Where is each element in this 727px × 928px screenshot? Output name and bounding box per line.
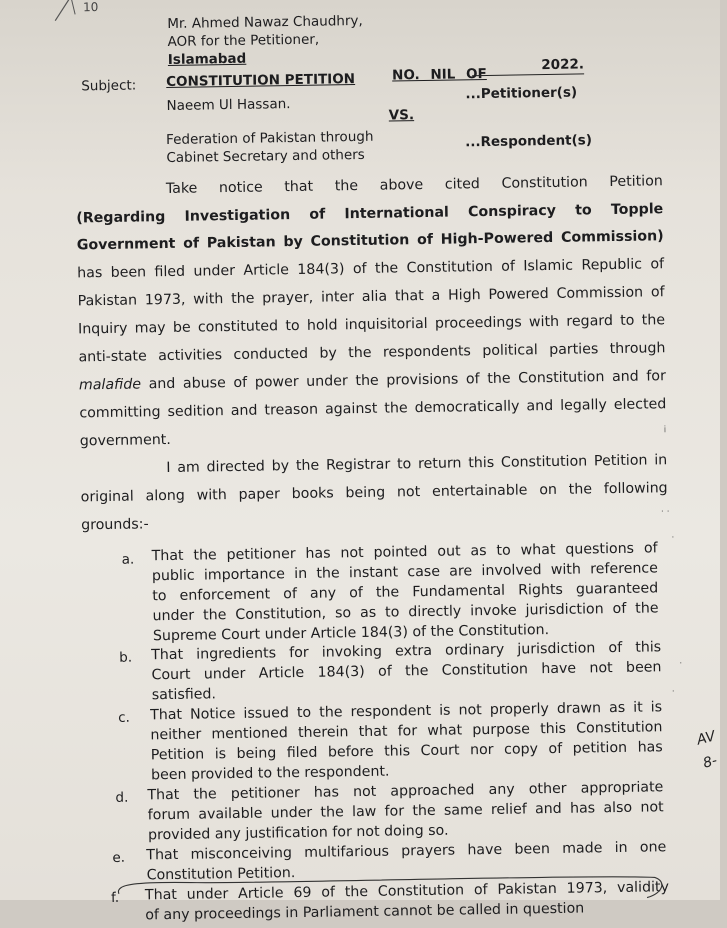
corner-number: 10 — [82, 0, 99, 15]
paragraph-1-line: Take notice that the above cited Constitution Petition — [165, 173, 663, 198]
paragraph-1-line: (Regarding Investigation of International Conspiracy to Topple — [76, 201, 664, 227]
versus-label: VS. — [388, 107, 415, 124]
paragraph-1-line: Inquiry may be constituted to hold inquisitorial proceedings with regard to the — [77, 312, 666, 338]
respondent-line-1: Federation of Pakistan through — [165, 128, 374, 149]
paragraph-1-line: government. — [79, 431, 171, 450]
margin-dot-mark: · · — [660, 507, 670, 518]
respondent-line-2: Cabinet Secretary and others — [166, 146, 365, 167]
italic-term: malafide — [78, 376, 142, 394]
address-block — [167, 12, 363, 69]
subject-year: 2022. — [472, 56, 584, 76]
ground-line: That ingredients for invoking extra ordinary jurisdiction of this — [151, 639, 662, 664]
paragraph-1-line: committing sedition and treason against the democratically and legally elected — [79, 396, 667, 422]
subject-title: CONSTITUTION PETITION — [166, 71, 356, 90]
ground-line: of any proceedings in Parliament cannot be called in question — [145, 900, 585, 924]
margin-dot-mark: · — [671, 687, 675, 698]
margin-dot-mark: i — [663, 425, 667, 436]
petitioner-name: Naeem Ul Hassan. — [166, 96, 291, 114]
ground-line: Petition is being filed before this Court nor copy of petition has — [150, 739, 663, 764]
ground-line: That Notice issued to the respondent is not properly drawn as it is — [150, 699, 663, 724]
paragraph-1-line: has been filed under Article 184(3) of the Constitution of Islamic Republic of — [77, 256, 665, 282]
respondent-block — [166, 128, 374, 167]
ground-line: to enforcement of any of the Fundamental Rights guaranteed — [152, 580, 659, 605]
ground-line: neither mentioned therein that for what purpose this Constitution — [150, 719, 663, 744]
paragraph-1-line: Pakistan 1973, with the prayer, inter alia that a High Powered Commission of — [77, 284, 665, 310]
ground-line: That under Article 69 of the Constitution of Pakistan 1973, validity — [144, 879, 670, 904]
ground-letter: b. — [119, 649, 133, 666]
ground-line: Court under Article 184(3) of the Constitution have not been — [151, 659, 662, 684]
paragraph-2-line: I am directed by the Registrar to return this Constitution Petition in — [166, 452, 668, 477]
ground-line: That the petitioner has not approached any other appropriate — [147, 779, 664, 804]
paragraph-2-line: original along with paper books being not entertainable on the following — [80, 480, 668, 506]
ground-line: forum available under the law for the same relief and has also not — [147, 799, 664, 824]
ground-line: That the petitioner has not pointed out as to what questions of — [151, 540, 658, 565]
paragraph-2-line: grounds:- — [81, 516, 149, 534]
ground-letter: d. — [115, 789, 129, 806]
corner-pen-mark — [53, 0, 104, 31]
ground-line: Constitution Petition. — [146, 865, 296, 884]
ground-letter: f. — [110, 889, 120, 906]
petitioner-role: ...Petitioner(s) — [465, 84, 578, 103]
ground-line: under the Constitution, so as to directly invoke jurisdiction of the — [152, 600, 659, 625]
subject-label: Subject: — [81, 77, 137, 95]
ground-line: been provided to the respondent. — [150, 763, 390, 784]
margin-dot-mark: · — [679, 658, 683, 670]
ground-letter: a. — [121, 551, 135, 568]
margin-dot-mark: · — [671, 533, 675, 544]
paragraph-1-line: anti-state activities conducted by the respondents political parties through — [78, 340, 666, 366]
margin-note-line-2: 8- — [701, 752, 719, 772]
ground-line: satisfied. — [151, 686, 217, 704]
ground-letter: e. — [112, 849, 126, 866]
ground-line: That misconceiving multifarious prayers have been made in one — [146, 839, 667, 864]
ground-line: Supreme Court under Article 184(3) of the Constitution. — [152, 622, 550, 645]
subject-number: NO. NIL OF — [391, 65, 487, 84]
margin-note-line-1: AV — [695, 728, 718, 749]
ground-line: provided any justification for not doing so. — [147, 822, 449, 844]
address-line-1: Mr. Ahmed Nawaz Chaudhry, — [167, 12, 363, 32]
address-line-2: AOR for the Petitioner, — [167, 31, 320, 50]
address-city: Islamabad — [167, 50, 247, 68]
ground-line: public importance in the instant case are involved with reference — [151, 560, 659, 585]
respondent-role: ...Respondent(s) — [465, 132, 593, 151]
paragraph-1-line: Government of Pakistan by Constitution of High-Powered Commission) — [76, 228, 664, 254]
ground-letter: c. — [118, 709, 131, 726]
paragraph-1-line: malafide and abuse of power under the provisions of the Constitution and for — [78, 368, 667, 394]
